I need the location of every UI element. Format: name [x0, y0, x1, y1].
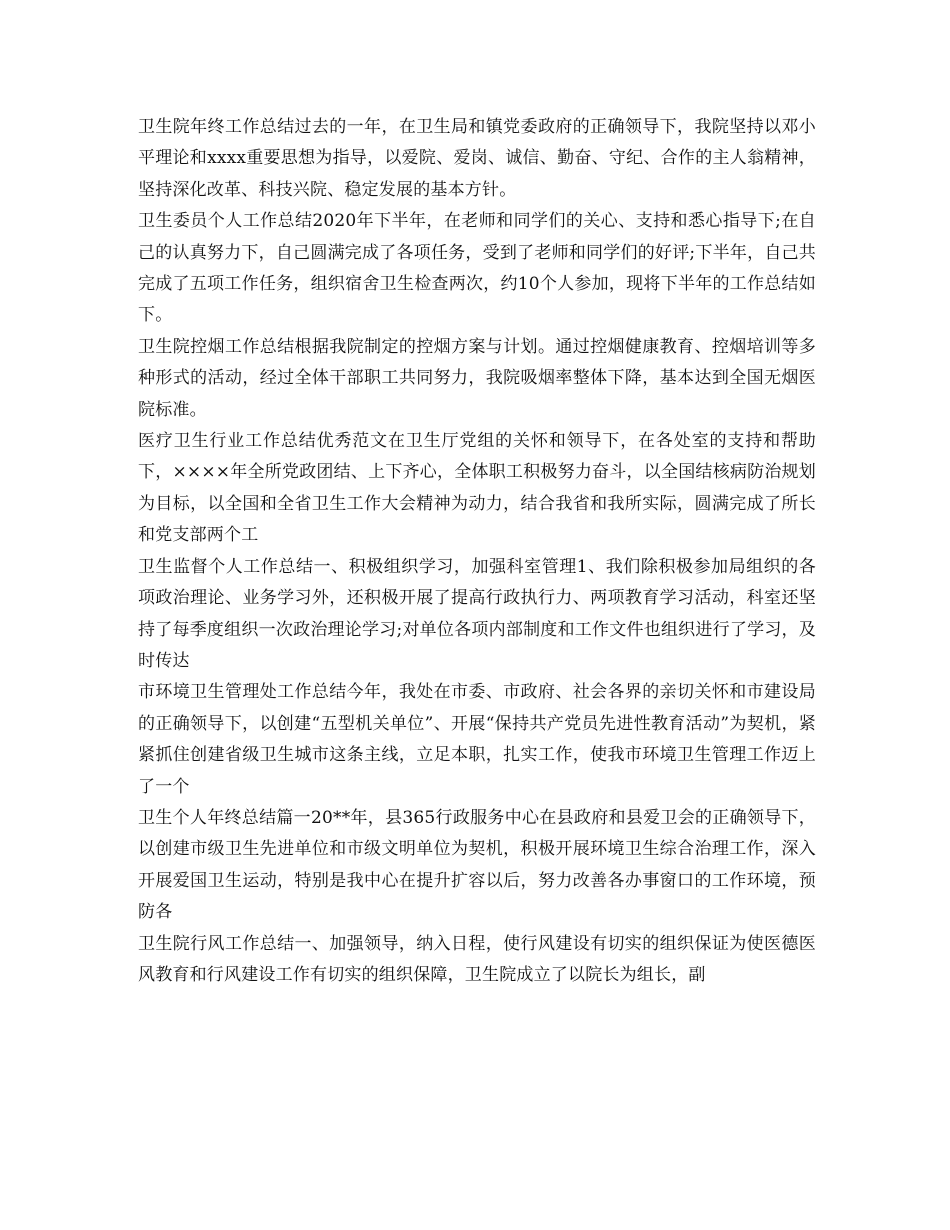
paragraph-work-style-summary: 卫生院行风工作总结一、加强领导，纳入日程，使行风建设有切实的组织保证为使医德医风教育和行风建设工作有切实的组织保障，卫生院成立了以院长为组长，副 [138, 933, 816, 985]
paragraph-hospital-year-end-summary: 卫生院年终工作总结过去的一年，在卫生局和镇党委政府的正确领导下，我院坚持以邓小平理论和xxxx重要思想为指导，以爱院、爱岗、诚信、勤奋、守纪、合作的主人翁精神，坚持深化改革、科技兴院、稳定发展的基本方针。 [138, 117, 816, 200]
paragraph-health-committee-summary: 卫生委员个人工作总结2020年下半年，在老师和同学们的关心、支持和悉心指导下;在自己的认真努力下，自己圆满完成了各项任务，受到了老师和同学们的好评;下半年，自己共完成了五项工作任务，组织宿舍卫生检查两次，约10个人参加，现将下半年的工作总结如下。 [138, 211, 816, 326]
document-body [138, 112, 816, 991]
paragraph-health-supervision-summary: 卫生监督个人工作总结一、积极组织学习，加强科室管理1、我们除积极参加局组织的各项政治理论、业务学习外，还积极开展了提高行政执行力、两项教育学习活动，科室还坚持了每季度组织一次政治理论学习;对单位各项内部制度和工作文件也组织进行了学习，及时传达 [138, 556, 816, 671]
paragraph-personal-year-end-summary: 卫生个人年终总结篇一20**年，县365行政服务中心在县政府和县爱卫会的正确领导下，以创建市级卫生先进单位和市级文明单位为契机，积极开展环境卫生综合治理工作，深入开展爱国卫生运动，特别是我中心在提升扩容以后，努力改善各办事窗口的工作环境，预防各 [138, 807, 816, 923]
paragraph-environmental-sanitation-summary: 市环境卫生管理处工作总结今年，我处在市委、市政府、社会各界的亲切关怀和市建设局的正确领导下，以创建“五型机关单位”、开展“保持共产党员先进性教育活动”为契机，紧紧抓住创建省级卫生城市这条主线，立足本职，扎实工作，使我市环境卫生管理工作迈上了一个 [138, 682, 816, 797]
paragraph-medical-industry-summary: 医疗卫生行业工作总结优秀范文在卫生厅党组的关怀和领导下，在各处室的支持和帮助下，××××年全所党政团结、上下齐心，全体职工积极努力奋斗，以全国结核病防治规划为目标，以全国和全省卫生工作大会精神为动力，结合我省和我所实际，圆满完成了所长和党支部两个工 [138, 431, 816, 546]
paragraph-tobacco-control-summary: 卫生院控烟工作总结根据我院制定的控烟方案与计划。通过控烟健康教育、控烟培训等多种形式的活动，经过全体干部职工共同努力，我院吸烟率整体下降，基本达到全国无烟医院标准。 [138, 336, 816, 420]
